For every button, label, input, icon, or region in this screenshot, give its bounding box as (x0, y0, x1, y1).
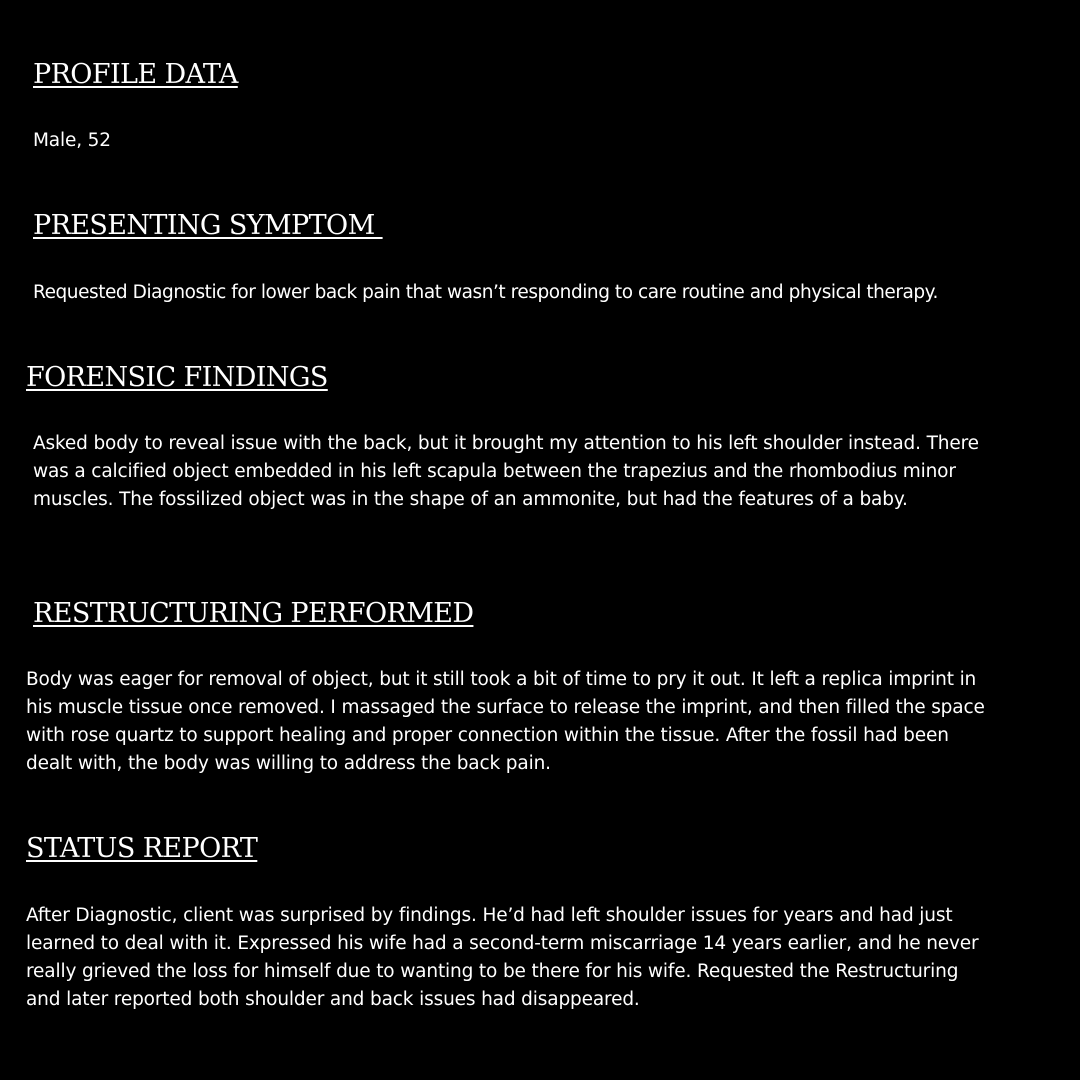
status-report-text: After Diagnostic, client was surprised by findings. He’d had left shoulder issues for years and had just learned to deal with it. Expressed his wife had a second-term miscarriage 14 years earlier, and he never really grieved the loss for himself due to wanting to be there for his wife. Requested the Restructuring and later reported both shoulder and back issues had disappeared. (26, 905, 979, 1010)
presenting-symptom-text: Requested Diagnostic for lower back pain that wasn’t responding to care routine and physical therapy. (33, 282, 938, 303)
profile-data-heading: PROFILE DATA (33, 59, 238, 90)
forensic-findings-text: Asked body to reveal issue with the back, but it brought my attention to his left shoulder instead. There was a calcified object embedded in his left scapula between the trapezius and the rhombodius minor muscles. The fossilized object was in the shape of an ammonite, but had the features of a baby. (33, 433, 979, 510)
presenting-symptom-heading: PRESENTING SYMPTOM (33, 210, 383, 241)
forensic-findings-heading: FORENSIC FINDINGS (26, 362, 328, 393)
restructuring-performed-heading: RESTRUCTURING PERFORMED (33, 598, 474, 629)
status-report-heading: STATUS REPORT (26, 833, 258, 864)
restructuring-performed-text: Body was eager for removal of object, but it still took a bit of time to pry it out. It left a replica imprint in his muscle tissue once removed. I massaged the surface to release the imprint, and then filled the space with rose quartz to support healing and proper connection within the tissue. After the fossil had been dealt with, the body was willing to address the back pain. (26, 669, 985, 774)
profile-data-text: Male, 52 (33, 130, 111, 151)
